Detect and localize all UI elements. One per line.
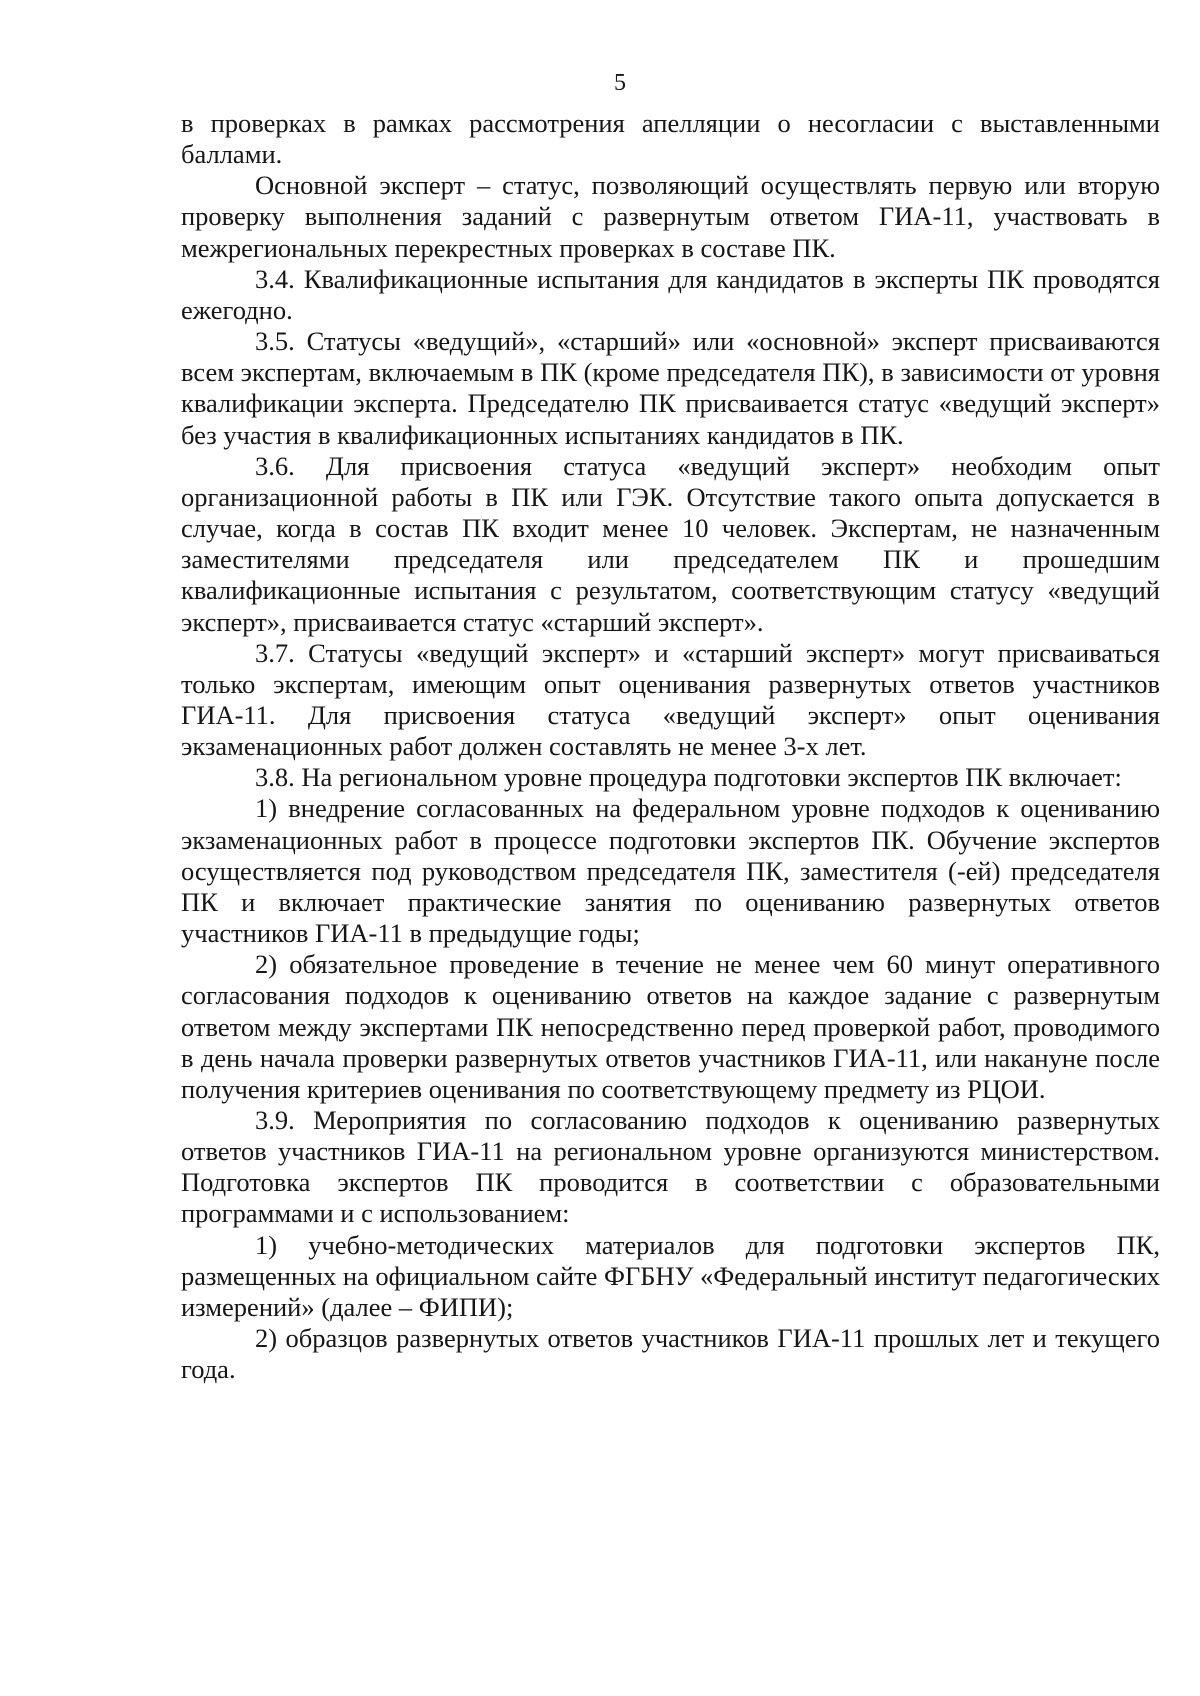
paragraph-3-4: 3.4. Квалификационные испытания для кандидатов в эксперты ПК проводятся ежегодно. [181,263,1160,325]
paragraph-3-9-item-2: 2) образцов развернутых ответов участников ГИА-11 прошлых лет и текущего года. [181,1323,1160,1385]
paragraph-3-7: 3.7. Статусы «ведущий эксперт» и «старший эксперт» могут присваиваться только экспертам, имеющим опыт оценивания развернутых ответов участников ГИА-11. Для присвоения статуса «ведущий эксперт» опыт оценивания экзаменационных работ должен составлять не менее 3-х лет. [181,637,1160,762]
paragraph-3-5: 3.5. Статусы «ведущий», «старший» или «основной» эксперт присваиваются всем экспертам, включаемым в ПК (кроме председателя ПК), в зависимости от уровня квалификации эксперта. Председателю ПК присваивается статус «ведущий эксперт» без участия в квалификационных испытаниях кандидатов в ПК. [181,326,1160,450]
paragraph-3-9: 3.9. Мероприятия по согласованию подходов к оцениванию развернутых ответов участников ГИА-11 на региональном уровне организуются министерством. Подготовка экспертов ПК проводится в соответствии с образовательными программами и с использованием: [181,1105,1160,1229]
paragraph-main-expert: Основной эксперт – статус, позволяющий осуществлять первую или вторую проверку выполнения заданий с развернутым ответом ГИА-11, участвовать в межрегиональных перекрестных проверках в составе ПК. [181,170,1160,263]
paragraph-3-8: 3.8. На региональном уровне процедура подготовки экспертов ПК включает: [255,762,1122,793]
paragraph-3-6: 3.6. Для присвоения статуса «ведущий эксперт» необходим опыт организационной работы в ПК или ГЭК. Отсутствие такого опыта допускается в случае, когда в состав ПК входит менее 10 человек. Экспертам, не назначенным заместителями председателя или председателем ПК и прошедшим квалификационные испытания с результатом, соответствующим статусу «ведущий эксперт», присваивается статус «старший эксперт». [181,450,1160,637]
document-body [181,108,1160,1385]
paragraph-continuation: в проверках в рамках рассмотрения апелляции о несогласии с выставленными баллами. [181,108,1160,170]
page-number: 5 [614,70,626,96]
paragraph-3-8-item-2: 2) обязательное проведение в течение не менее чем 60 минут оперативного согласования подходов к оцениванию ответов на каждое задание с развернутым ответом между экспертами ПК непосредственно перед проверкой работ, проводимого в день начала проверки развернутых ответов участников ГИА-11, или накануне после получения критериев оценивания по соответствующему предмету из РЦОИ. [181,949,1160,1104]
paragraph-3-9-item-1: 1) учебно-методических материалов для подготовки экспертов ПК, размещенных на официальном сайте ФГБНУ «Федеральный институт педагогических измерений» (далее – ФИПИ); [181,1229,1160,1322]
paragraph-3-8-item-1: 1) внедрение согласованных на федеральном уровне подходов к оцениванию экзаменационных работ в процессе подготовки экспертов ПК. Обучение экспертов осуществляется под руководством председателя ПК, заместителя (-ей) председателя ПК и включает практические занятия по оцениванию развернутых ответов участников ГИА-11 в предыдущие годы; [181,793,1160,949]
